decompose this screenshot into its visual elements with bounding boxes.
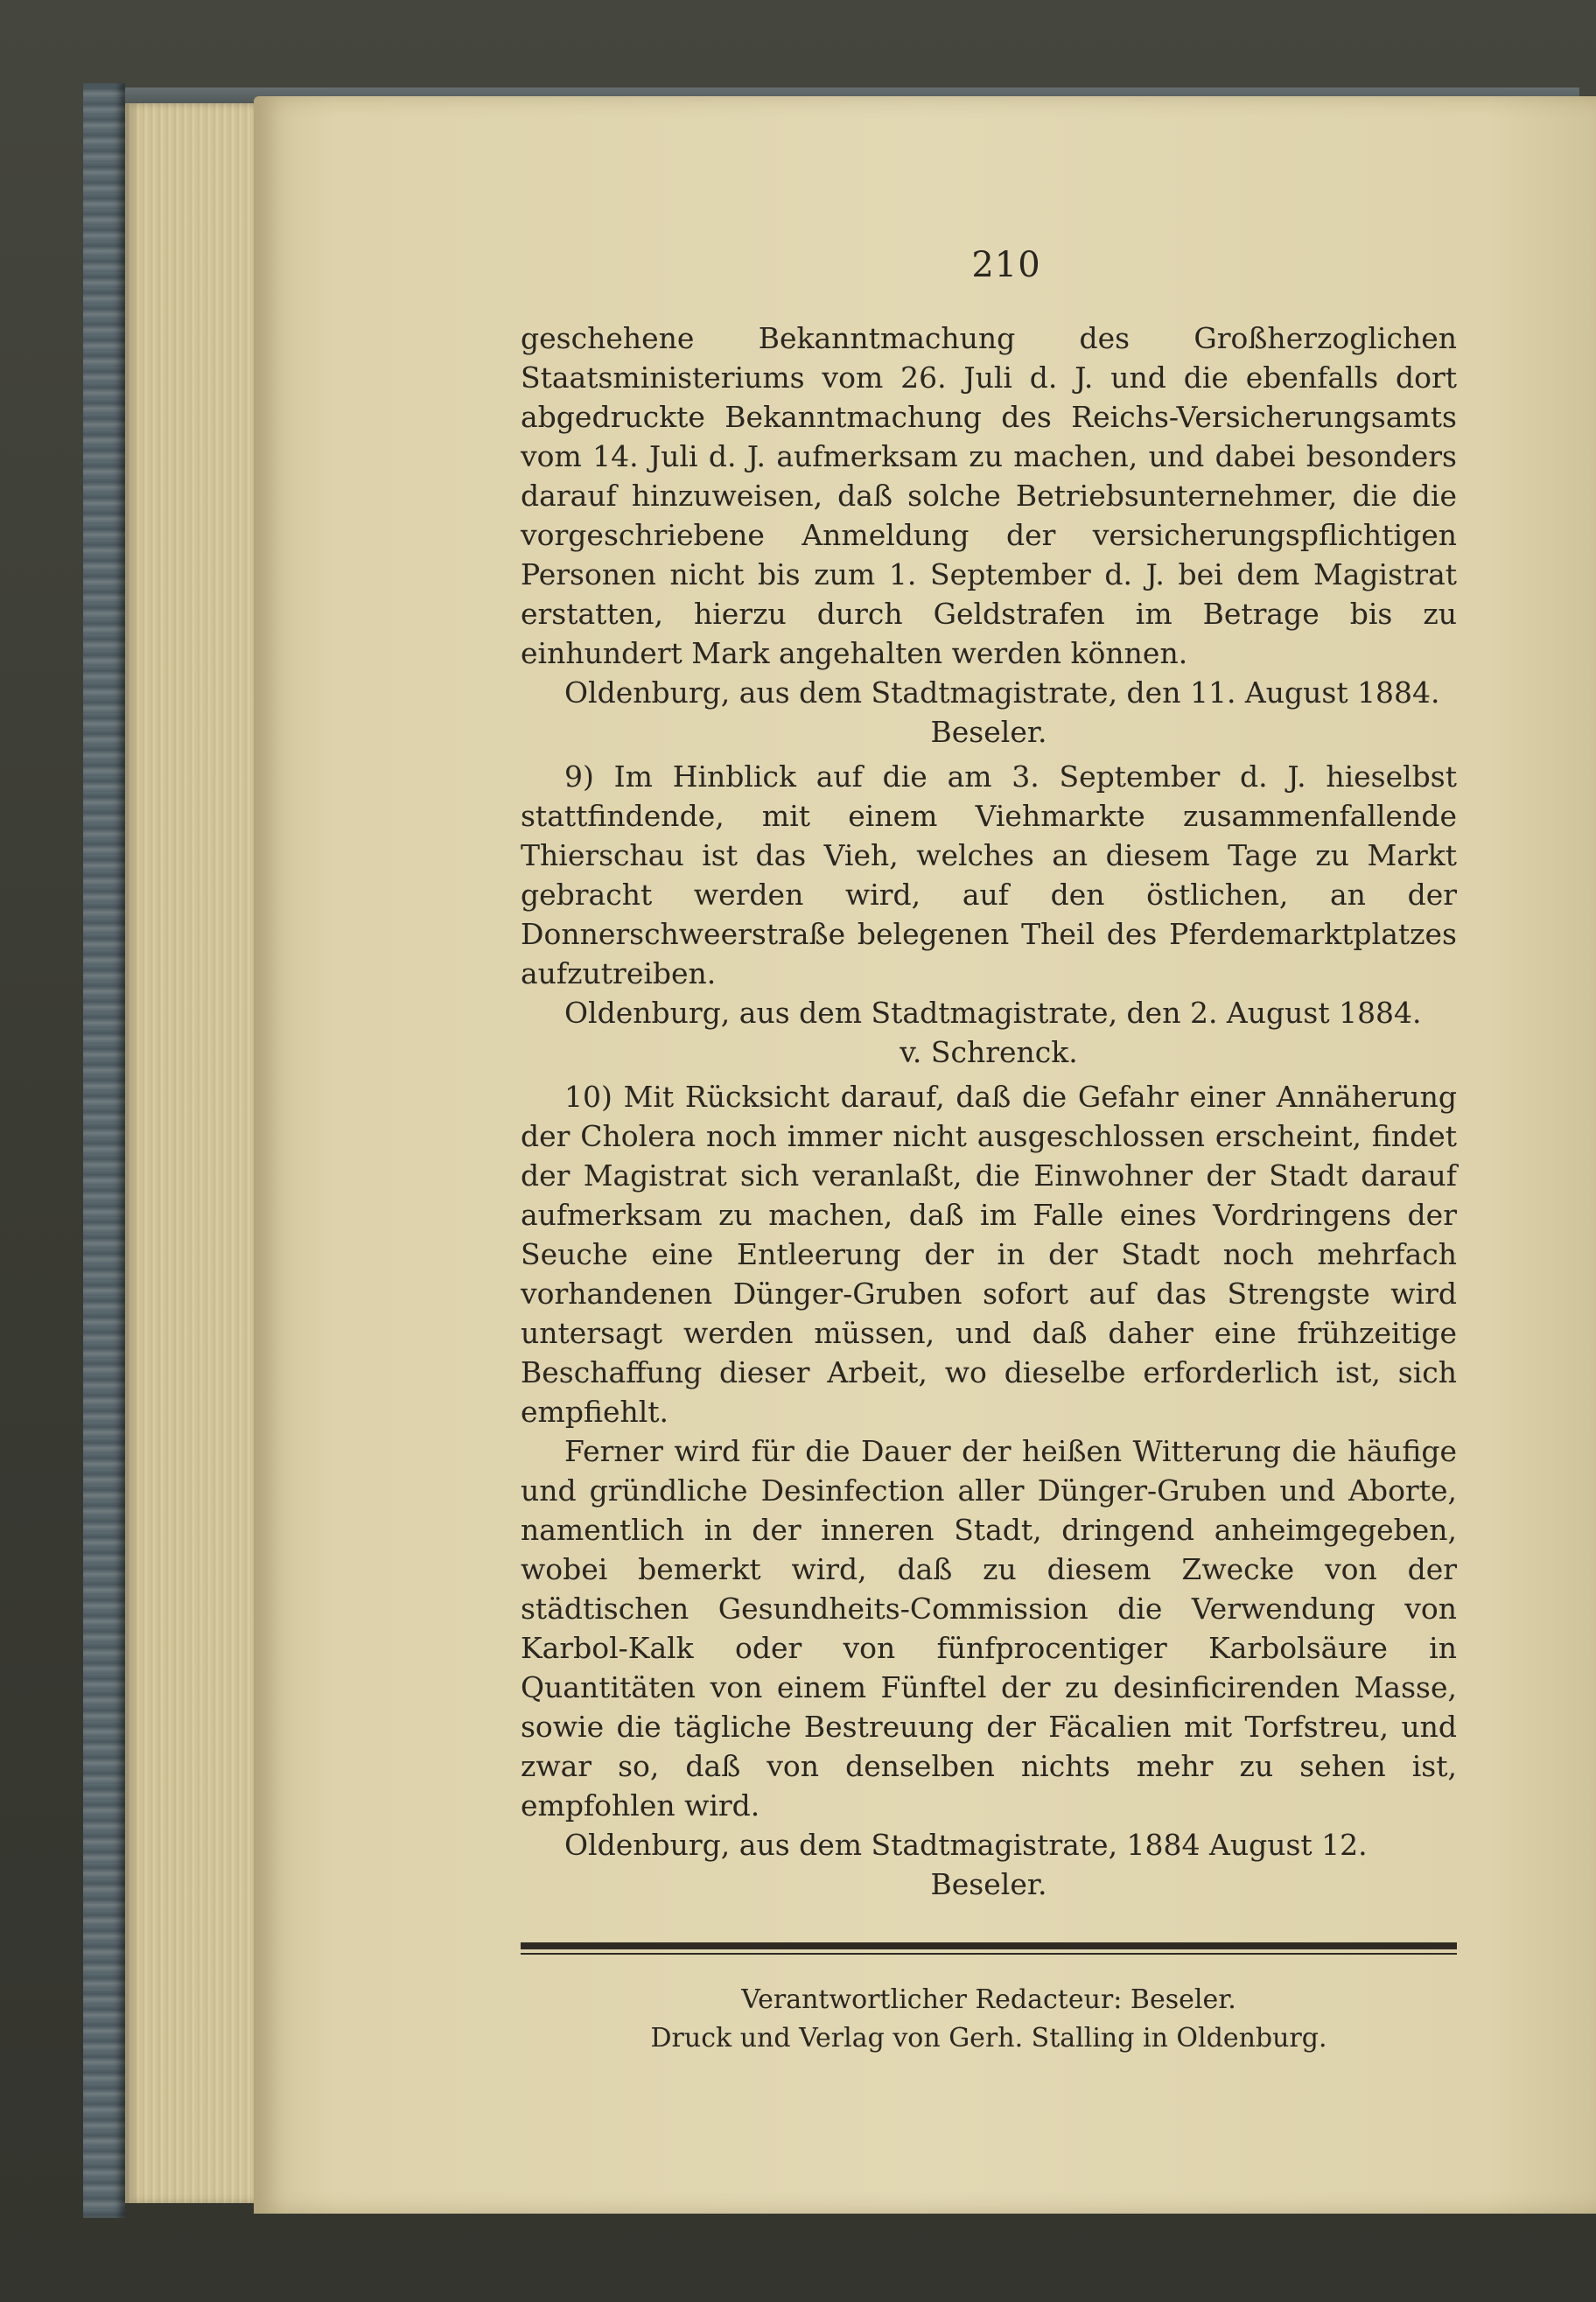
dateline: Oldenburg, aus dem Stadtmagistrate, den 11. August 1884. [564, 675, 1440, 710]
footer-editor: Verantwortlicher Redacteur: Beseler. [741, 1984, 1236, 2015]
footer-rule-thick [521, 1942, 1457, 1949]
signature: Beseler. [930, 715, 1047, 749]
page-content [521, 245, 1457, 2058]
footer-printer: Druck und Verlag von Gerh. Stalling in Oldenburg. [650, 2023, 1327, 2054]
dateline: Oldenburg, aus dem Stadtmagistrate, den 2. August 1884. [564, 996, 1422, 1030]
footer-rule-thin [521, 1953, 1457, 1955]
signature: v. Schrenck. [900, 1035, 1078, 1069]
paragraph-item-10: 10) Mit Rücksicht darauf, daß die Gefahr einer Annäherung der Cholera noch immer nicht ausgeschlossen erscheint, findet der Magistrat sich veranlaßt, die Einwohner der Stadt darauf aufmerksam zu machen, daß im Falle eines Vordringens der Seuche eine Entleerung der in der Stadt noch mehrfach vorhandenen Dünger-Gruben sofort auf das Strengste wird untersagt werden müssen, und daß daher eine frühzeitige Beschaffung dieser Arbeit, wo dieselbe erforderlich ist, sich empfiehlt. [521, 1080, 1457, 1429]
dateline: Oldenburg, aus dem Stadtmagistrate, 1884 August 12. [564, 1828, 1368, 1862]
paragraph-ferner: Ferner wird für die Dauer der heißen Witterung die häufige und gründliche Desinfection aller Dünger-Gruben und Aborte, namentlich in der inneren Stadt, dringend anheimgegeben, wobei bemerkt wird, daß zu diesem Zwecke von der städtischen Gesundheits-Commission die Verwendung von Karbol-Kalk oder von fünfprocentiger Karbolsäure in Quantitäten von einem Fünftel der zu desinficirenden Masse, sowie die tägliche Bestreuung der Fäcalien mit Torfstreu, und zwar so, daß von denselben nichts mehr zu sehen ist, empfohlen wird. [521, 1434, 1457, 1823]
paragraph-item-9: 9) Im Hinblick auf die am 3. September d. J. hieselbst stattfindende, mit einem Viehmarkte zusammenfallende Thierschau ist das Vieh, welches an diesem Tage zu Markt gebracht werden wird, auf den östlichen, an der Donnerschweerstraße belegenen Theil des Pferdemarktplatzes aufzutreiben. [521, 759, 1457, 990]
paragraph-continuation: geschehene Bekanntmachung des Großherzoglichen Staatsministeriums vom 26. Juli d. J. und die ebenfalls dort abgedruckte Bekanntmachung des Reichs-Versicherungsamts vom 14. Juli d. J. aufmerksam zu machen, und dabei besonders darauf hinzuweisen, daß solche Betriebsunternehmer, die die vorgeschriebene Anmeldung der versicherungspflichtigen Personen nicht bis zum 1. September d. J. bei dem Magistrat erstatten, hierzu durch Geldstrafen im Betrage bis zu einhundert Mark angehalten werden können. [521, 321, 1457, 670]
page-number: 210 [971, 245, 1041, 285]
page-stack [125, 103, 265, 2203]
book-spine [83, 83, 125, 2218]
signature: Beseler. [930, 1867, 1047, 1901]
